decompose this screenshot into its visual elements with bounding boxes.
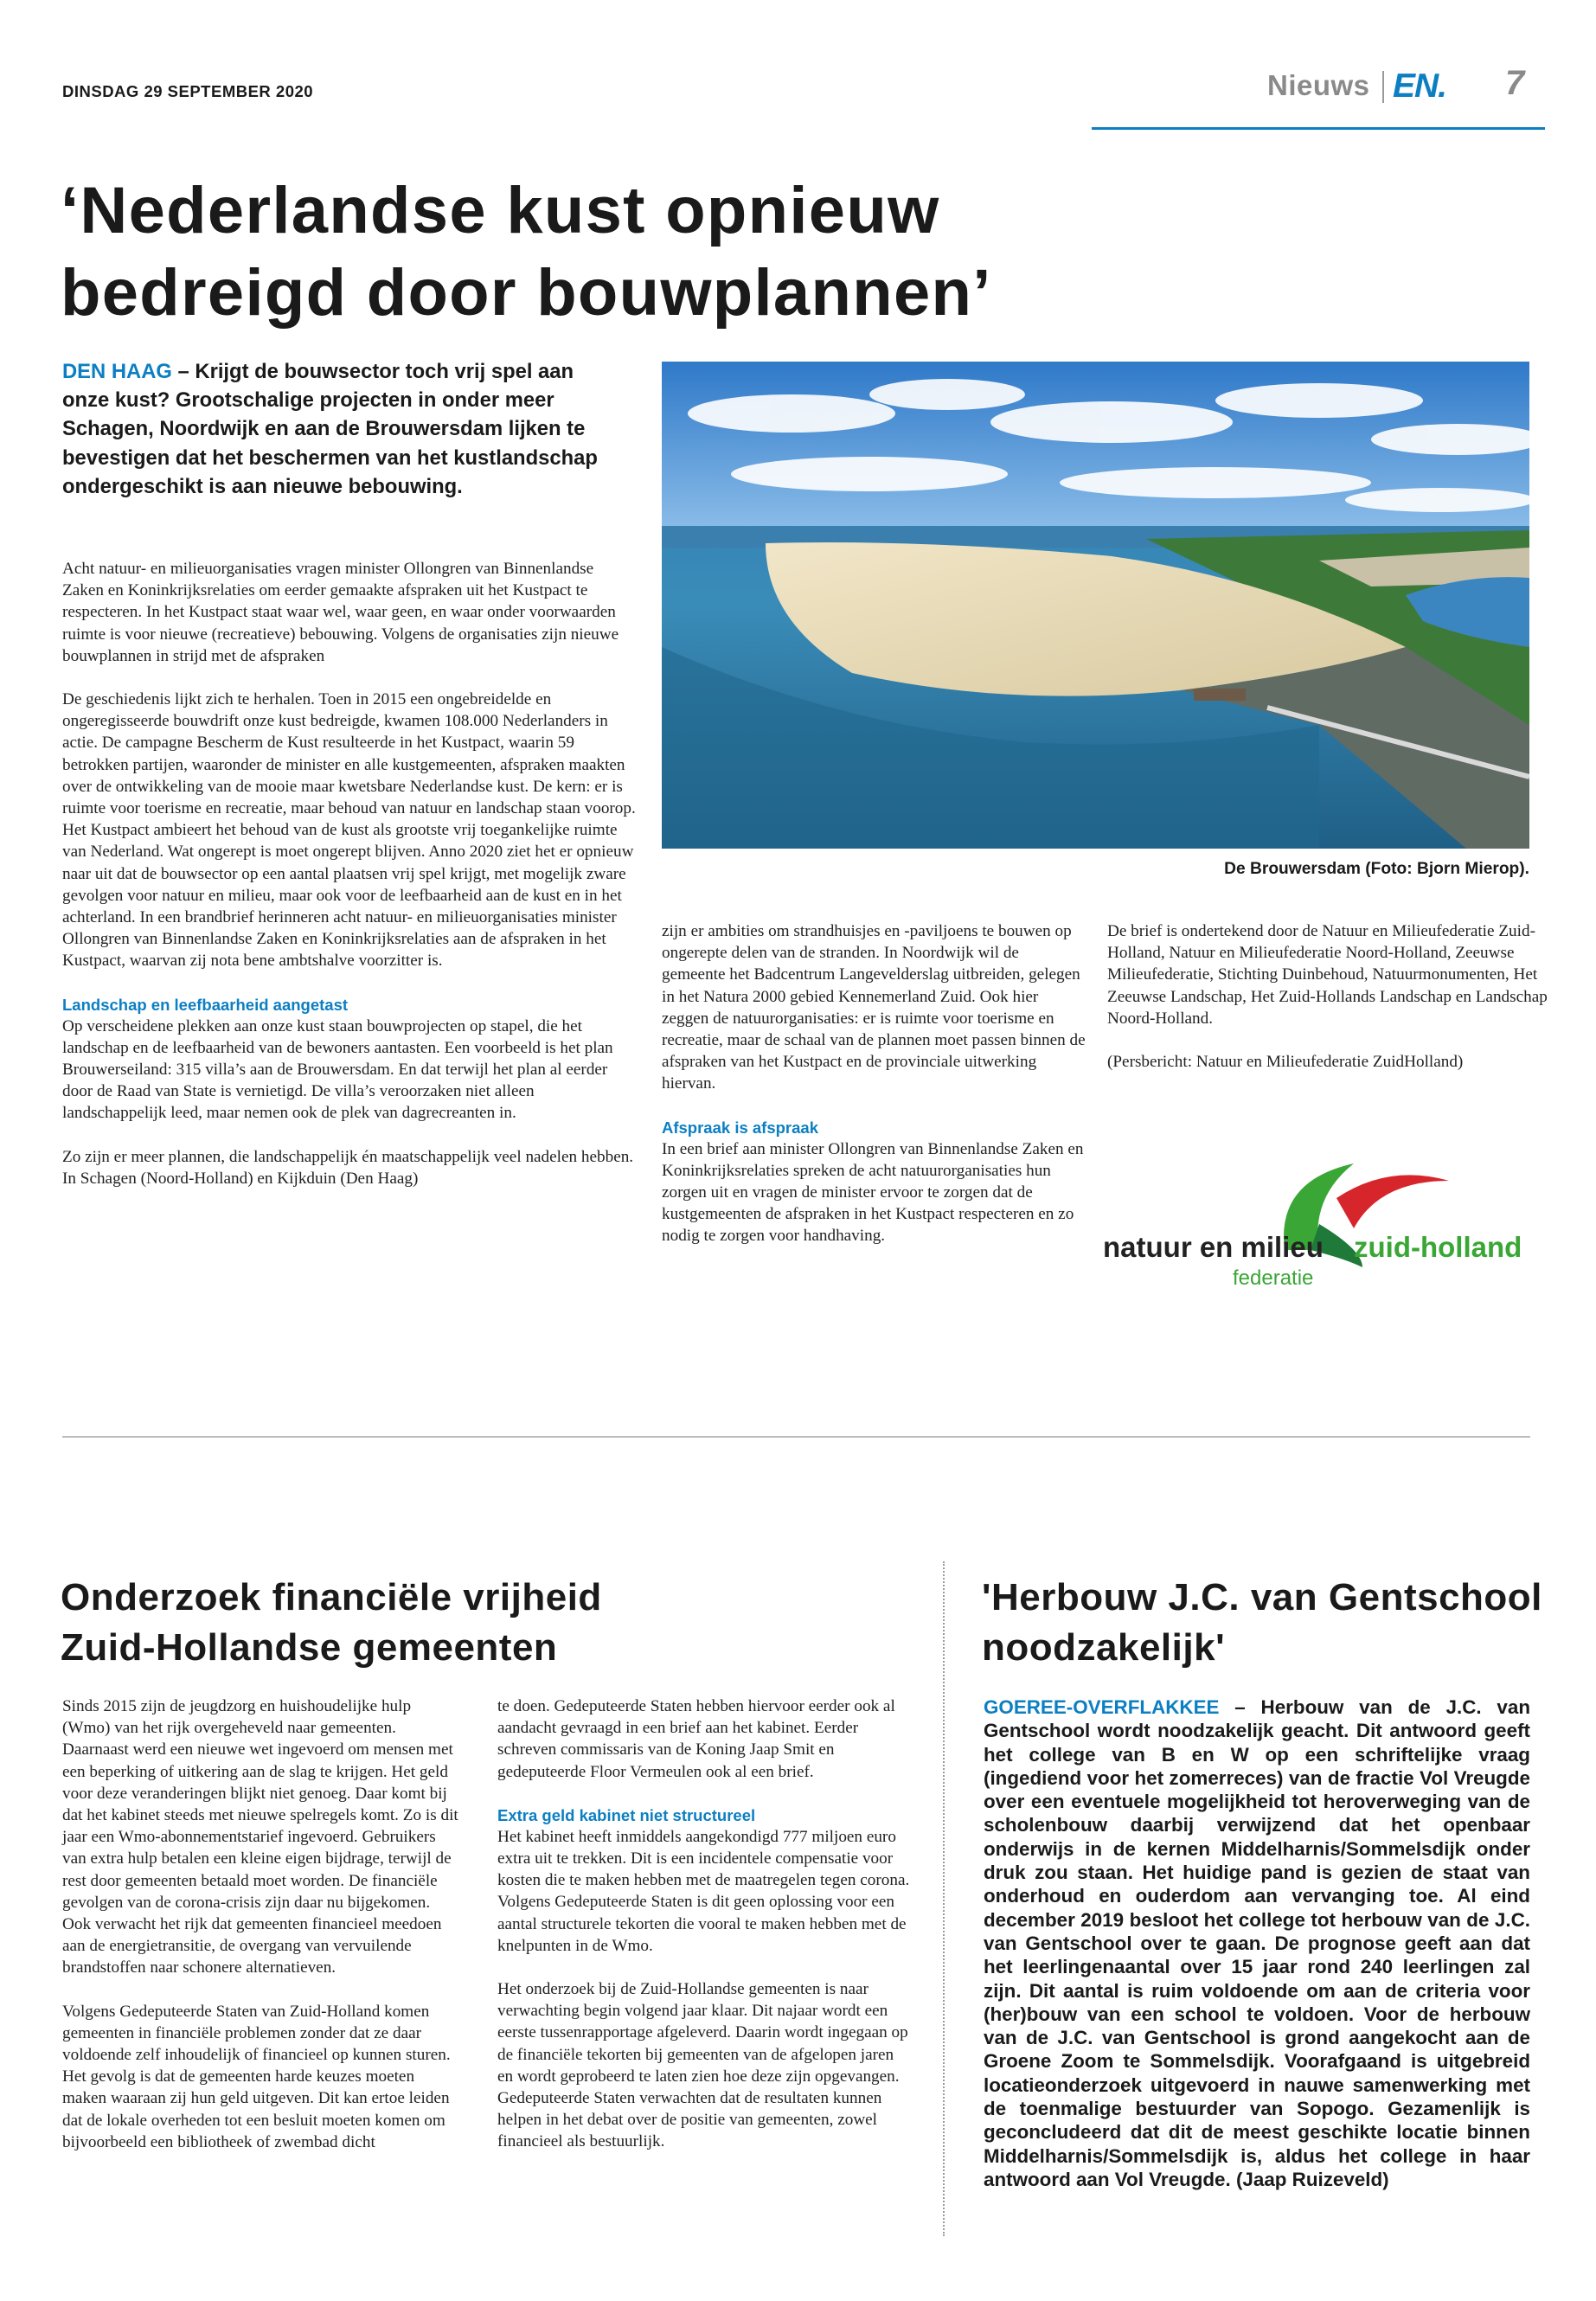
subheading: Extra geld kabinet niet structureel [497,1805,756,1824]
article-body [984,1695,1530,2191]
natuur-en-milieu-logo [1103,1146,1535,1302]
article-column-2 [497,1695,913,2175]
section-label: Nieuws [1267,69,1370,101]
paragraph: Volgens Gedeputeerde Staten van Zuid-Holland komen gemeenten in financiële problemen zonder dat ze daar voldoende zelf inhoudelijk of financieel op kunnen sturen. Het gevolg is dat de gemeenten harde keuzes moeten maken waaraan zij hun geld uitgeven. Dit kan ertoe leiden dat de lokale overheden tot een besluit moeten komen om bijvoorbeeld een bibliotheek of zwembad dicht [62,2002,451,2151]
issue-date: DINSDAG 29 SEPTEMBER 2020 [62,82,314,100]
article-column-2 [662,920,1086,1269]
paragraph: In een brief aan minister Ollongren van Binnenlandse Zaken en Koninkrijksrelaties spreken de acht natuurorganisaties hun zorgen uit en vragen de minister ervoor te zorgen dat de kustgemeenten de afspraken in het Kustpact respecteren en zo nodig te zorgen voor handhaving. [662,1139,1084,1246]
article-headline: 'Herbouw J.C. van Gentschool noodzakelijk' [982,1576,1542,1669]
page-number: 7 [1505,64,1525,102]
paragraph: zijn er ambities om strandhuisjes en -paviljoens te bouwen op ongerepte delen van de stranden. In Noordwijk wil de gemeente het Badcentrum Langevelderslag uitbreiden, gelegen in het Natura 2000 gebied Kennemerland Zuid. Ook hier zeggen de natuurorganisaties: er is ruimte voor toerisme en recreatie, maar de schaal van de plannen moet passen binnen de afspraken van het Kustpact en de provinciale uitwerking hiervan. [662,922,1086,1093]
section-divider [62,1436,1530,1438]
header-divider [1382,71,1384,103]
article-column-1 [62,558,637,1211]
logo-tagline: federatie [1233,1266,1314,1290]
paragraph: Op verscheidene plekken aan onze kust staan bouwprojecten op stapel, die het landschap en de leefbaarheid van de bewoners aantasten. Een voorbeeld is het plan Brouwerseiland: 315 villa’s aan de Brouwersdam. En dat terwijl het plan al eerder door de Raad van State is vernietigd. De villa’s veroorzaken niet alleen landschappelijk leed, maar nemen ook de plek van dagrecreanten in. [62,1016,613,1123]
dateline: GOEREE-OVERFLAKKEE [984,1696,1220,1718]
logo-name: natuur en milieu [1103,1231,1324,1263]
newspaper-logo: EN. [1393,67,1447,105]
paragraph: Acht natuur- en milieuorganisaties vragen minister Ollongren van Binnenlandse Zaken en Koninkrijksrelaties om eerder gemaakte afspraken uit het Kustpact te respecteren. In het Kustpact staat waar wel, waar geen, en waar onder voorwaarden ruimte is voor nieuwe (recreatieve) bebouwing. Volgens de organisaties zijn nieuwe bouwplannen in strijd met de afspraken [62,560,619,665]
article-headline: ‘Nederlandse kust opnieuw bedreigd door bouwplannen’ [61,174,992,330]
lead-text: – Krijgt de bouwsector toch vrij spel aan onze kust? Grootschalige projecten in onder meer Schagen, Noordwijk en aan de Brouwersdam lijken te bevestigen dat het beschermen van het kustlandschap ondergeschikt is aan nieuwe bebouwing. [62,360,598,498]
article-column-1 [62,1695,460,2175]
paragraph: De brief is ondertekend door de Natuur en Milieufederatie Zuid-Holland, Natuur en Milieufederatie Noord-Holland, Zeeuwse Milieufederatie, Stichting Duinbehoud, Natuurmonumenten, Het Zeeuwse Landschap, Het Zuid-Hollands Landschap en Landschap Noord-Holland. [1107,922,1548,1028]
paragraph: (Persbericht: Natuur en Milieufederatie ZuidHolland) [1107,1053,1464,1072]
article-column-3 [1107,920,1548,1094]
logo-region: zuid-holland [1354,1231,1522,1263]
column-divider [943,1561,945,2236]
article-lead [62,357,607,501]
paragraph: Het kabinet heeft inmiddels aangekondigd 777 miljoen euro extra uit te trekken. Dit is een incidentele compensatie voor kosten die te maken hebben met de maatregelen tegen corona. Volgens Gedeputeerde Staten is dit geen oplossing voor een aantal structurele tekorten die vooral te maken hebben met de knelpunten in de Wmo. [497,1827,910,1955]
paragraph: Zo zijn er meer plannen, die landschappelijk én maatschappelijk veel nadelen hebben. In Schagen (Noord-Holland) en Kijkduin (Den Haag) [62,1147,634,1188]
paragraph: te doen. Gedeputeerde Staten hebben hiervoor eerder ook al aandacht gevraagd in een brief aan het kabinet. Eerder schreven commissaris van de Koning Jaap Smit en gedeputeerde Floor Vermeulen ook al een brief. [497,1697,895,1781]
body-text: – Herbouw van de J.C. van Gentschool wordt noodzakelijk geacht. Dit antwoord geeft het college van B en W op een schriftelijke vraag (ingediend voor het zomerreces) van de fractie Vol Vreugde over een eventuele mogelijkheid tot heroverweging van de scholenbouw daarbij verwijzend dat het openbaar onderwijs in de kernen Middelharnis/Sommelsdijk onder druk zou staan. Het huidige pand is gezien de staat van onderhoud en ouderdom aan vervanging toe. Al eind december 2019 besloot het college tot herbouw van de J.C. van Gentschool over te gaan. De prognose geeft aan dat het leerlingenaantal over 15 jaar rond 240 leerlingen zal zijn. Dit aantal is ruim voldoende om aan de criteria voor (her)bouw van een school te voldoen. Voor de herbouw van de J.C. van Gentschool is grond aangekocht aan de Groene Zoom te Sommelsdijk. Voorafgaand is uitgebreid locatieonderzoek uitgevoerd in nauwe samenwerking met de toenmalige bestuurder van Sopogo. Gezamenlijk is geconcludeerd dat dit de meest geschikte locatie binnen Middelharnis/Sommelsdijk is, aldus het college in haar antwoord aan Vol Vreugde. (Jaap Ruizeveld) [984,1696,1530,2190]
paragraph: De geschiedenis lijkt zich te herhalen. Toen in 2015 een ongebreidelde en ongeregisseerde bouwdrift onze kust bedreigde, kwamen 108.000 Nederlanders in actie. De campagne Bescherm de Kust resulteerde in het Kustpact, waarin 59 betrokken partijen, waaronder de minister en alle kustgemeenten, afspraken maakten over de ontwikkeling van de mooie maar kwetsbare Nederlandse kust. De kern: er is ruimte voor toerisme en recreatie, maar behoud van natuur en landschap staan voorop. Het Kustpact ambieert het behoud van de kust als grootste vrij toegankelijke ruimte van Nederland. Wat ongerept is moet ongerept blijven. Anno 2020 ziet het er opnieuw naar uit dat de bouwsector op een aantal plaatsen vrij spel krijgt, met mogelijk zware gevolgen voor natuur en milieu, maar ook voor de leefbaarheid aan de kust en in het achterland. In een brandbrief herinneren acht natuur- en milieuorganisaties minister Ollongren van Binnenlandse Zaken en Koninkrijksrelaties aan de afspraken in het Kustpact, waarvan zij nota bene ambtshalve voorzitter is. [62,690,636,971]
dateline: DEN HAAG [62,360,172,383]
paragraph: Sinds 2015 zijn de jeugdzorg en huishoudelijke hulp (Wmo) van het rijk overgeheveld naar gemeenten. Daarnaast werd een nieuwe wet ingevoerd om mensen met een beperking of uitkering aan de slag te krijgen. Het geld voor deze veranderingen blijkt niet genoeg. Daar komt bij dat het kabinet steeds met nieuwe spelregels komt. Zo is dit jaar een Wmo-abonnementstarief ingevoerd. Gebruikers van extra hulp betalen een kleine eigen bijdrage, terwijl de rest door gemeenten betaald moet worden. De financiële gevolgen van de corona-crisis zijn daar nu bijgekomen. Ook verwacht het rijk dat gemeenten financieel meedoen aan de energietransitie, de overgang van vervuilende brandstoffen naar schonere alternatieven. [62,1697,458,1977]
photo-caption: De Brouwersdam (Foto: Bjorn Mierop). [1224,860,1529,878]
subheading: Landschap en leefbaarheid aangetast [62,995,349,1014]
subheading: Afspraak is afspraak [662,1118,818,1137]
logo-swoosh-red-icon [1336,1175,1449,1228]
header-rule [1092,127,1545,130]
article-headline: Onderzoek financiële vrijheid Zuid-Hollandse gemeenten [61,1576,602,1669]
brouwersdam-aerial-photo [662,362,1529,849]
paragraph: Het onderzoek bij de Zuid-Hollandse gemeenten is naar verwachting begin volgend jaar klaar. Dit najaar wordt een eerste tussenrapportage afgeleverd. Daarin wordt ingegaan op de financiële tekorten bij gemeenten van de afgelopen jaren en wordt geprobeerd te laten zien hoe deze zijn opgevangen. Gedeputeerde Staten verwachten dat de resultaten kunnen helpen in het debat over de positie van gemeenten, zowel financieel als bestuurlijk. [497,1980,908,2151]
